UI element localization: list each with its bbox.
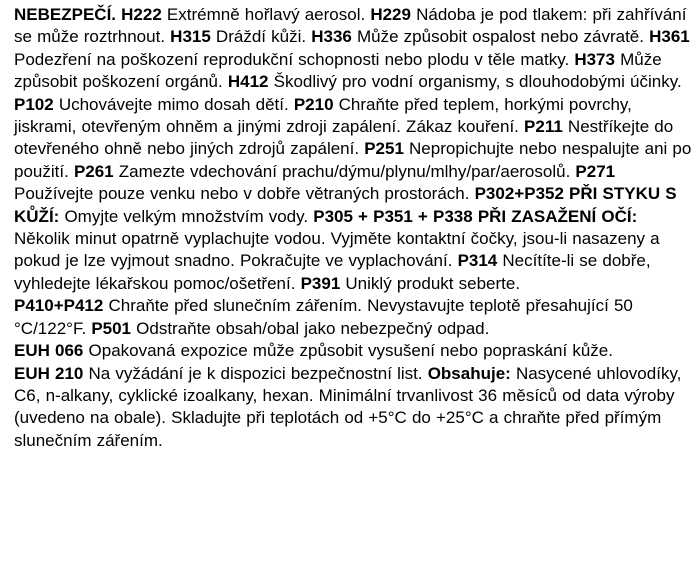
bold-code: P314 — [457, 251, 498, 271]
bold-code: P271 — [575, 161, 616, 181]
bold-code: P102 — [14, 94, 54, 114]
bold-code: H361 — [649, 27, 690, 47]
bold-code: P305 + P351 + P338 PŘI ZASAŽENÍ OČÍ: — [313, 206, 638, 226]
text-run: Nepropichujte nebo nespalujte ani po použití. — [14, 139, 692, 181]
bold-code: H336 — [311, 27, 352, 47]
text-run: Na vyžádání je k dispozici bezpečnostní list. — [83, 363, 428, 383]
bold-code: NEBEZPEČÍ. — [14, 5, 117, 24]
text-block — [14, 363, 692, 453]
text-run: Opakovaná expozice může způsobit vysušení nebo popraskání kůže. — [83, 341, 613, 361]
text-run: Škodlivý pro vodní organismy, s dlouhodobými účinky. — [268, 72, 682, 92]
text-run: Extrémně hořlavý aerosol. — [161, 5, 371, 24]
bold-code: H222 — [121, 5, 162, 24]
bold-code: EUH 210 — [14, 363, 84, 383]
text-run: Může způsobit ospalost nebo závratě. — [351, 27, 650, 47]
bold-code: Obsahuje: — [427, 363, 511, 383]
text-block — [14, 340, 692, 362]
text-run: Uchovávejte mimo dosah dětí. — [53, 94, 294, 114]
text-run: Uniklý produkt seberte. — [340, 273, 521, 293]
bold-code: H373 — [574, 49, 615, 69]
text-run: Několik minut opatrně vyplachujte vodou. Vyjměte kontaktní čočky, jsou-li nasazeny a pokud je lze vyjmout snadno. Pokračujte ve vyplachování. — [14, 229, 660, 271]
bold-code: P210 — [293, 94, 334, 114]
text-block — [14, 4, 692, 94]
bold-code: H315 — [170, 27, 211, 47]
text-run: Zamezte vdechování prachu/dýmu/plynu/mlhy/par/aerosolů. — [113, 161, 576, 181]
text-block — [14, 295, 692, 340]
bold-code: P261 — [73, 161, 114, 181]
text-run: Odstraňte obsah/obal jako nebezpečný odpad. — [131, 318, 490, 338]
text-run: Nádoba je pod tlakem: při zahřívání se může roztrhnout. — [14, 5, 687, 47]
text-run: Dráždí kůži. — [210, 27, 312, 47]
bold-code: P501 — [91, 318, 132, 338]
bold-code: P251 — [364, 139, 404, 159]
text-run: Nestříkejte do otevřeného ohně nebo jiných zdrojů zapálení. — [14, 117, 674, 159]
bold-code: P391 — [300, 273, 341, 293]
text-run: Necítíte-li se dobře, vyhledejte lékařskou pomoc/ošetření. — [14, 251, 651, 293]
text-run: Může způsobit poškození orgánů. — [14, 49, 662, 92]
bold-code: P302+P352 PŘI STYKU S KŮŽÍ: — [14, 184, 677, 226]
text-run: Chraňte před teplem, horkými povrchy, jiskrami, otevřeným ohněm a jinými zdroji zapálení. Zákaz kouření. — [14, 94, 632, 137]
bold-code: H412 — [227, 72, 269, 92]
text-block — [14, 94, 692, 296]
bold-code: EUH 066 — [14, 341, 84, 361]
bold-code: P410+P412 — [14, 296, 104, 316]
text-run: Nasycené uhlovodíky, C6, n-alkany, cyklické izoalkany, hexan. Minimální trvanlivost 36 měsíců od data výroby (uvedeno na obale). Skladujte při teplotách od +5°C do +25°C a chraňte před přímým slunečním zářením. — [14, 363, 682, 450]
text-run: Omyjte velkým množstvím vody. — [59, 206, 314, 226]
text-run: Chraňte před slunečním zářením. Nevystavujte teplotě přesahující 50 °C/122°F. — [14, 296, 633, 338]
text-run: Podezření na poškození reprodukční schopnosti nebo plodu v těle matky. — [14, 49, 575, 69]
bold-code: P211 — [524, 117, 563, 137]
text-run: Používejte pouze venku nebo v dobře větraných prostorách. — [14, 184, 475, 204]
bold-code: H229 — [370, 5, 411, 24]
